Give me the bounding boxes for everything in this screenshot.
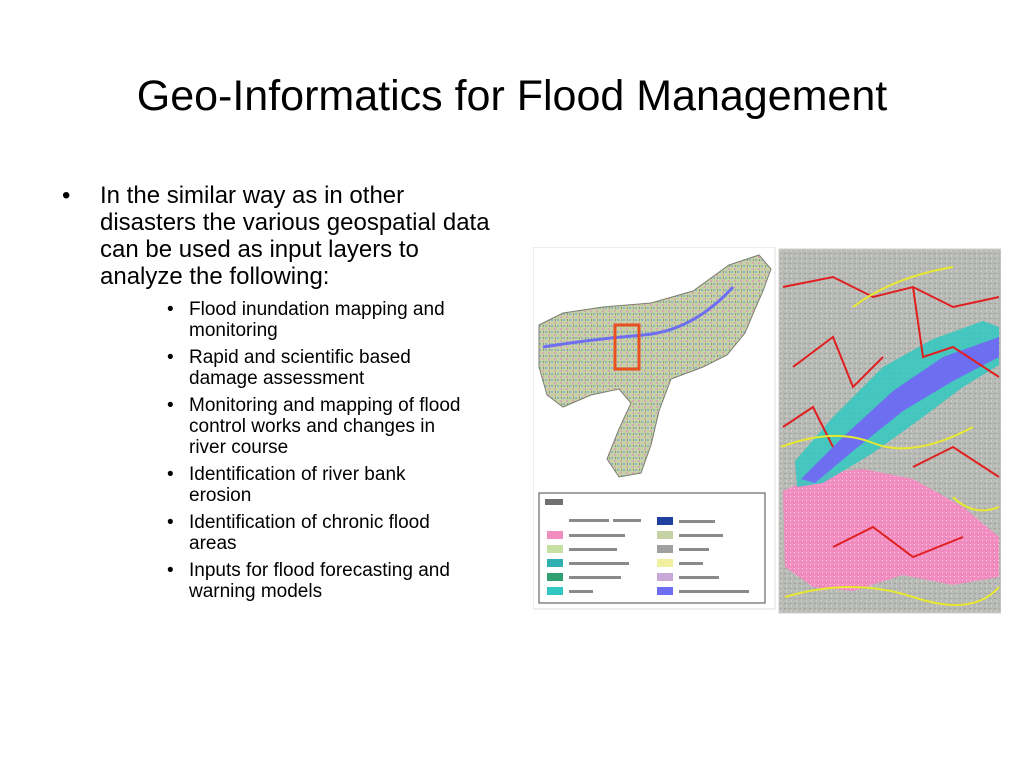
bullet-marker: • — [167, 512, 174, 533]
satellite-flood-map — [779, 249, 1001, 613]
bullet-marker: • — [167, 395, 174, 416]
main-bullet — [60, 182, 490, 290]
slide-body — [60, 182, 490, 608]
list-item — [164, 560, 464, 602]
slide-title: Geo-Informatics for Flood Management — [136, 72, 888, 120]
sub-bullet-text: Identification of river bank erosion — [189, 464, 406, 506]
bullet-marker: • — [167, 299, 174, 320]
list-item — [164, 512, 464, 554]
list-item — [164, 395, 464, 458]
sub-bullet-list — [164, 299, 464, 602]
flood-map-figure — [533, 247, 1001, 615]
bullet-marker: • — [167, 464, 174, 485]
sub-bullet-text: Flood inundation mapping and monitoring — [189, 299, 445, 341]
bullet-marker: • — [167, 560, 174, 581]
list-item — [164, 347, 464, 389]
sub-bullet-text: Monitoring and mapping of flood control works and changes in river course — [189, 395, 461, 458]
main-bullet-text: In the similar way as in other disasters the various geospatial data can be used as input layers to analyze the following: — [100, 182, 490, 290]
bullet-marker: • — [167, 347, 174, 368]
sub-bullet-text: Rapid and scientific based damage assessment — [189, 347, 411, 389]
list-item — [164, 464, 464, 506]
sub-bullet-text: Inputs for flood forecasting and warning models — [189, 560, 450, 602]
sub-bullet-text: Identification of chronic flood areas — [189, 512, 430, 554]
map-legend — [539, 493, 765, 603]
bullet-marker: • — [62, 182, 71, 209]
list-item — [164, 299, 464, 341]
flood-map-svg — [533, 247, 1001, 615]
